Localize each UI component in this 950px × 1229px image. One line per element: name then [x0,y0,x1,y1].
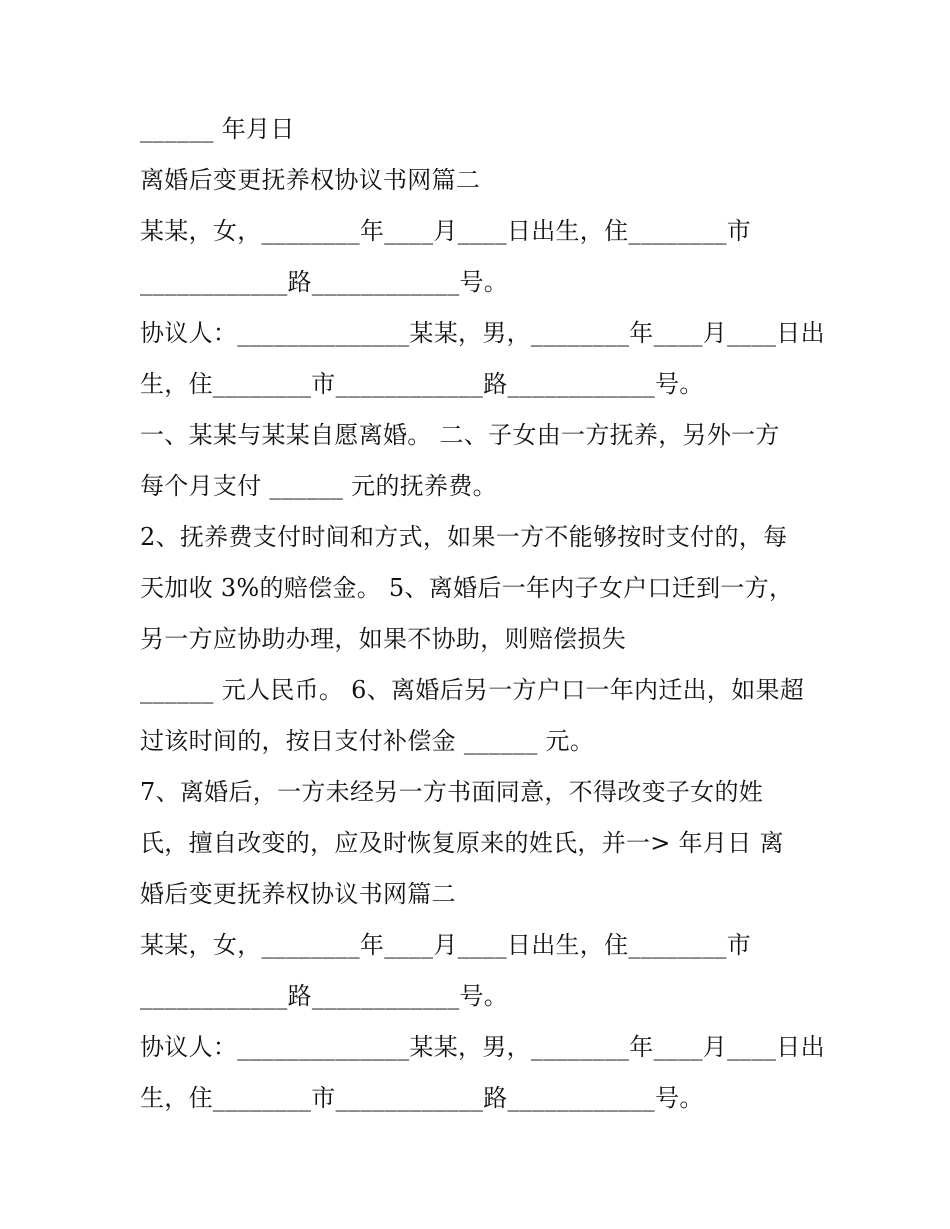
text-line: 另一方应协助办理，如果不协助，则赔偿损失 [140,625,626,653]
text-line: ____________路____________号。 [140,982,509,1010]
text-line: 某某，女，________年____月____日出生，住________市 [140,217,752,245]
text-line: ______ 年月日 [140,115,295,143]
text-line: ______ 元人民币。 6、离婚后另一方户口一年内迁出，如果超 [140,676,805,704]
document-body [140,104,825,1124]
text-line: 过该时间的，按日支付补偿金 ______ 元。 [140,727,595,755]
text-line: ____________路____________号。 [140,268,509,296]
text-line: 氏，擅自改变的，应及时恢复原来的姓氏，并一> 年月日 离 [140,829,784,857]
section-heading: 离婚后变更抚养权协议书网篇二 [140,166,481,194]
text-line: 7、离婚后，一方未经另一方书面同意，不得改变子女的姓 [140,778,764,806]
text-line: 协议人：______________某某，男，________年____月____日出 [140,1033,825,1061]
text-line: 协议人：______________某某，男，________年____月____日出 [140,319,825,347]
text-line: 生，住________市____________路____________号。 [140,370,704,398]
section-heading: 婚后变更抚养权协议书网篇二 [140,880,456,908]
text-line: 生，住________市____________路____________号。 [140,1084,704,1112]
text-line: 某某，女，________年____月____日出生，住________市 [140,931,752,959]
text-line: 一、某某与某某自愿离婚。 二、子女由一方抚养，另外一方 [140,421,780,449]
text-line: 每个月支付 ______ 元的抚养费。 [140,472,497,500]
text-line: 天加收 3%的赔偿金。 5、离婚后一年内子女户口迁到一方， [140,574,794,602]
text-line: 2、抚养费支付时间和方式，如果一方不能够按时支付的，每 [140,523,788,551]
